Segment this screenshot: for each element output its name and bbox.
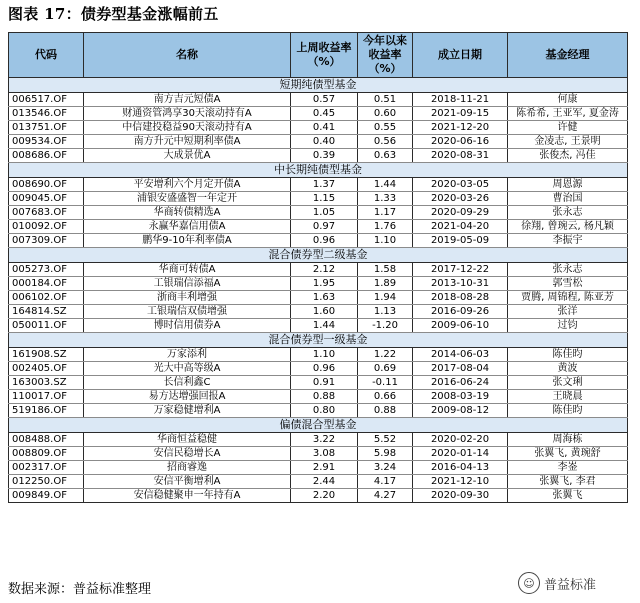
fund-code-cell: 005273.OF <box>9 263 84 277</box>
inception-date-cell: 2018-11-21 <box>413 93 508 107</box>
week-return-cell: 0.96 <box>291 234 358 248</box>
manager-cell: 张翼飞, 李君 <box>508 475 628 489</box>
inception-date-cell: 2020-09-29 <box>413 206 508 220</box>
week-return-cell: 0.91 <box>291 376 358 390</box>
fund-code-cell: 009045.OF <box>9 192 84 206</box>
header-code: 代码 <box>9 33 84 78</box>
section-title: 短期纯债型基金 <box>9 78 628 93</box>
inception-date-cell: 2009-08-12 <box>413 404 508 418</box>
fund-name-cell: 中信建投稳益90天滚动持有A <box>84 121 291 135</box>
ytd-return-cell: 0.69 <box>358 362 413 376</box>
manager-cell: 李振宇 <box>508 234 628 248</box>
inception-date-cell: 2020-02-20 <box>413 433 508 447</box>
fund-code-cell: 006102.OF <box>9 291 84 305</box>
fund-code-cell: 163003.SZ <box>9 376 84 390</box>
manager-cell: 黄波 <box>508 362 628 376</box>
table-row <box>9 475 628 489</box>
watermark-logo <box>518 572 596 594</box>
table-row <box>9 277 628 291</box>
week-return-cell: 0.88 <box>291 390 358 404</box>
fund-name-cell: 大成景优A <box>84 149 291 163</box>
ytd-return-cell: 1.76 <box>358 220 413 234</box>
week-return-cell: 0.96 <box>291 362 358 376</box>
table-row <box>9 319 628 333</box>
week-return-cell: 0.97 <box>291 220 358 234</box>
inception-date-cell: 2021-12-20 <box>413 121 508 135</box>
manager-cell: 过钧 <box>508 319 628 333</box>
fund-name-cell: 万家稳健增利A <box>84 404 291 418</box>
manager-cell: 陈佳昀 <box>508 404 628 418</box>
manager-cell: 郭雪松 <box>508 277 628 291</box>
ytd-return-cell: 0.66 <box>358 390 413 404</box>
fund-code-cell: 002317.OF <box>9 461 84 475</box>
table-row <box>9 305 628 319</box>
ytd-return-cell: 4.27 <box>358 489 413 503</box>
fund-name-cell: 安信民稳增长A <box>84 447 291 461</box>
fund-name-cell: 鹏华9-10年利率债A <box>84 234 291 248</box>
fund-code-cell: 164814.SZ <box>9 305 84 319</box>
fund-name-cell: 工银瑞信双债增强 <box>84 305 291 319</box>
table-row <box>9 234 628 248</box>
ytd-return-cell: 0.63 <box>358 149 413 163</box>
week-return-cell: 1.63 <box>291 291 358 305</box>
ytd-return-cell: 1.94 <box>358 291 413 305</box>
fund-name-cell: 华商转债精选A <box>84 206 291 220</box>
table-row <box>9 206 628 220</box>
section-title: 偏债混合型基金 <box>9 418 628 433</box>
fund-name-cell: 浙商丰利增强 <box>84 291 291 305</box>
week-return-cell: 0.40 <box>291 135 358 149</box>
fund-code-cell: 008690.OF <box>9 178 84 192</box>
fund-name-cell: 招商睿逸 <box>84 461 291 475</box>
inception-date-cell: 2016-06-24 <box>413 376 508 390</box>
table-row <box>9 489 628 503</box>
manager-cell: 周海栋 <box>508 433 628 447</box>
manager-cell: 陈希希, 王亚军, 夏金涛 <box>508 107 628 121</box>
table-row <box>9 93 628 107</box>
manager-cell: 张永志 <box>508 206 628 220</box>
fund-code-cell: 009534.OF <box>9 135 84 149</box>
fund-code-cell: 002405.OF <box>9 362 84 376</box>
table-row <box>9 404 628 418</box>
wechat-icon: ☺ <box>518 572 540 594</box>
fund-name-cell: 光大中高等级A <box>84 362 291 376</box>
section-title: 混合债券型一级基金 <box>9 333 628 348</box>
ytd-return-cell: 1.33 <box>358 192 413 206</box>
fund-code-cell: 010092.OF <box>9 220 84 234</box>
ytd-return-cell: 5.98 <box>358 447 413 461</box>
week-return-cell: 1.37 <box>291 178 358 192</box>
section-title: 中长期纯债型基金 <box>9 163 628 178</box>
table-body <box>9 78 628 503</box>
inception-date-cell: 2014-06-03 <box>413 348 508 362</box>
table-row <box>9 263 628 277</box>
inception-date-cell: 2020-03-05 <box>413 178 508 192</box>
section-header-row <box>9 248 628 263</box>
manager-cell: 张翼飞, 黄琬舒 <box>508 447 628 461</box>
week-return-cell: 2.12 <box>291 263 358 277</box>
manager-cell: 张洋 <box>508 305 628 319</box>
ytd-return-cell: -0.11 <box>358 376 413 390</box>
manager-cell: 张永志 <box>508 263 628 277</box>
ytd-return-cell: 0.60 <box>358 107 413 121</box>
week-return-cell: 0.57 <box>291 93 358 107</box>
week-return-cell: 3.22 <box>291 433 358 447</box>
fund-name-cell: 华商可转债A <box>84 263 291 277</box>
week-return-cell: 1.44 <box>291 319 358 333</box>
inception-date-cell: 2021-12-10 <box>413 475 508 489</box>
section-header-row <box>9 78 628 93</box>
manager-cell: 王晓晨 <box>508 390 628 404</box>
section-header-row <box>9 163 628 178</box>
fund-name-cell: 财通资管鸿享30天滚动持有A <box>84 107 291 121</box>
fund-code-cell: 050011.OF <box>9 319 84 333</box>
header-manager: 基金经理 <box>508 33 628 78</box>
week-return-cell: 3.08 <box>291 447 358 461</box>
week-return-cell: 1.10 <box>291 348 358 362</box>
inception-date-cell: 2016-09-26 <box>413 305 508 319</box>
week-return-cell: 0.80 <box>291 404 358 418</box>
ytd-return-cell: 0.88 <box>358 404 413 418</box>
inception-date-cell: 2020-08-31 <box>413 149 508 163</box>
section-header-row <box>9 418 628 433</box>
section-header-row <box>9 333 628 348</box>
table-row <box>9 362 628 376</box>
fund-name-cell: 浦银安盛盛智一年定开 <box>84 192 291 206</box>
table-row <box>9 461 628 475</box>
manager-cell: 周恩源 <box>508 178 628 192</box>
ytd-return-cell: 1.10 <box>358 234 413 248</box>
section-title: 混合债券型二级基金 <box>9 248 628 263</box>
inception-date-cell: 2020-06-16 <box>413 135 508 149</box>
fund-name-cell: 安信平衡增利A <box>84 475 291 489</box>
table-row <box>9 107 628 121</box>
fund-name-cell: 华商恒益稳健 <box>84 433 291 447</box>
inception-date-cell: 2016-04-13 <box>413 461 508 475</box>
ytd-return-cell: 1.17 <box>358 206 413 220</box>
table-row <box>9 291 628 305</box>
ytd-return-cell: 1.13 <box>358 305 413 319</box>
table-row <box>9 149 628 163</box>
header-name: 名称 <box>84 33 291 78</box>
fund-table <box>8 32 628 503</box>
fund-code-cell: 013546.OF <box>9 107 84 121</box>
ytd-return-cell: 0.51 <box>358 93 413 107</box>
ytd-return-cell: 0.55 <box>358 121 413 135</box>
week-return-cell: 1.60 <box>291 305 358 319</box>
fund-code-cell: 110017.OF <box>9 390 84 404</box>
inception-date-cell: 2021-09-15 <box>413 107 508 121</box>
manager-cell: 徐翔, 曾琬云, 杨凡颖 <box>508 220 628 234</box>
inception-date-cell: 2020-03-26 <box>413 192 508 206</box>
fund-name-cell: 平安增利六个月定开债A <box>84 178 291 192</box>
fund-name-cell: 南方升元中短期利率债A <box>84 135 291 149</box>
fund-code-cell: 007683.OF <box>9 206 84 220</box>
week-return-cell: 0.39 <box>291 149 358 163</box>
week-return-cell: 0.45 <box>291 107 358 121</box>
fund-code-cell: 008809.OF <box>9 447 84 461</box>
fund-name-cell: 长信利鑫C <box>84 376 291 390</box>
inception-date-cell: 2020-09-30 <box>413 489 508 503</box>
table-row <box>9 447 628 461</box>
inception-date-cell: 2018-08-28 <box>413 291 508 305</box>
header-week-return: 上周收益率（%） <box>291 33 358 78</box>
fund-code-cell: 008686.OF <box>9 149 84 163</box>
fund-name-cell: 工银瑞信添福A <box>84 277 291 291</box>
fund-code-cell: 519186.OF <box>9 404 84 418</box>
ytd-return-cell: 1.44 <box>358 178 413 192</box>
inception-date-cell: 2019-05-09 <box>413 234 508 248</box>
table-row <box>9 178 628 192</box>
figure-caption: 图表 17：债券型基金涨幅前五 <box>8 5 219 23</box>
ytd-return-cell: 0.56 <box>358 135 413 149</box>
week-return-cell: 0.41 <box>291 121 358 135</box>
table-row <box>9 135 628 149</box>
table-row <box>9 121 628 135</box>
week-return-cell: 1.95 <box>291 277 358 291</box>
manager-cell: 张翼飞 <box>508 489 628 503</box>
fund-code-cell: 000184.OF <box>9 277 84 291</box>
header-ytd-return: 今年以来收益率（%） <box>358 33 413 78</box>
ytd-return-cell: 1.89 <box>358 277 413 291</box>
fund-code-cell: 009849.OF <box>9 489 84 503</box>
table-row <box>9 390 628 404</box>
fund-code-cell: 161908.SZ <box>9 348 84 362</box>
fund-name-cell: 万家添利 <box>84 348 291 362</box>
ytd-return-cell: 1.58 <box>358 263 413 277</box>
fund-code-cell: 008488.OF <box>9 433 84 447</box>
fund-code-cell: 007309.OF <box>9 234 84 248</box>
table-row <box>9 192 628 206</box>
inception-date-cell: 2013-10-31 <box>413 277 508 291</box>
fund-code-cell: 013751.OF <box>9 121 84 135</box>
table-header-row <box>9 33 628 78</box>
week-return-cell: 2.91 <box>291 461 358 475</box>
inception-date-cell: 2020-01-14 <box>413 447 508 461</box>
table-row <box>9 433 628 447</box>
table-row <box>9 348 628 362</box>
header-inception-date: 成立日期 <box>413 33 508 78</box>
week-return-cell: 1.05 <box>291 206 358 220</box>
fund-code-cell: 006517.OF <box>9 93 84 107</box>
table-row <box>9 376 628 390</box>
ytd-return-cell: 3.24 <box>358 461 413 475</box>
fund-name-cell: 南方吉元短债A <box>84 93 291 107</box>
watermark-text: 普益标准 <box>544 577 597 593</box>
manager-cell: 张文琍 <box>508 376 628 390</box>
manager-cell: 贾腾, 周锦程, 陈亚芳 <box>508 291 628 305</box>
manager-cell: 张俊杰, 冯佳 <box>508 149 628 163</box>
inception-date-cell: 2017-12-22 <box>413 263 508 277</box>
manager-cell: 金凌志, 王景明 <box>508 135 628 149</box>
fund-table-frame <box>8 32 627 569</box>
week-return-cell: 1.15 <box>291 192 358 206</box>
fund-name-cell: 易方达增强回报A <box>84 390 291 404</box>
manager-cell: 许健 <box>508 121 628 135</box>
manager-cell: 陈佳昀 <box>508 348 628 362</box>
ytd-return-cell: -1.20 <box>358 319 413 333</box>
table-row <box>9 220 628 234</box>
fund-code-cell: 012250.OF <box>9 475 84 489</box>
week-return-cell: 2.44 <box>291 475 358 489</box>
data-source-note: 数据来源：普益标准整理 <box>8 582 152 597</box>
fund-name-cell: 博时信用债券A <box>84 319 291 333</box>
manager-cell: 何康 <box>508 93 628 107</box>
fund-name-cell: 安信稳健聚申一年持有A <box>84 489 291 503</box>
inception-date-cell: 2021-04-20 <box>413 220 508 234</box>
manager-cell: 曹治国 <box>508 192 628 206</box>
ytd-return-cell: 1.22 <box>358 348 413 362</box>
inception-date-cell: 2017-08-04 <box>413 362 508 376</box>
fund-name-cell: 永赢华嘉信用债A <box>84 220 291 234</box>
manager-cell: 李崟 <box>508 461 628 475</box>
ytd-return-cell: 4.17 <box>358 475 413 489</box>
inception-date-cell: 2008-03-19 <box>413 390 508 404</box>
week-return-cell: 2.20 <box>291 489 358 503</box>
ytd-return-cell: 5.52 <box>358 433 413 447</box>
inception-date-cell: 2009-06-10 <box>413 319 508 333</box>
